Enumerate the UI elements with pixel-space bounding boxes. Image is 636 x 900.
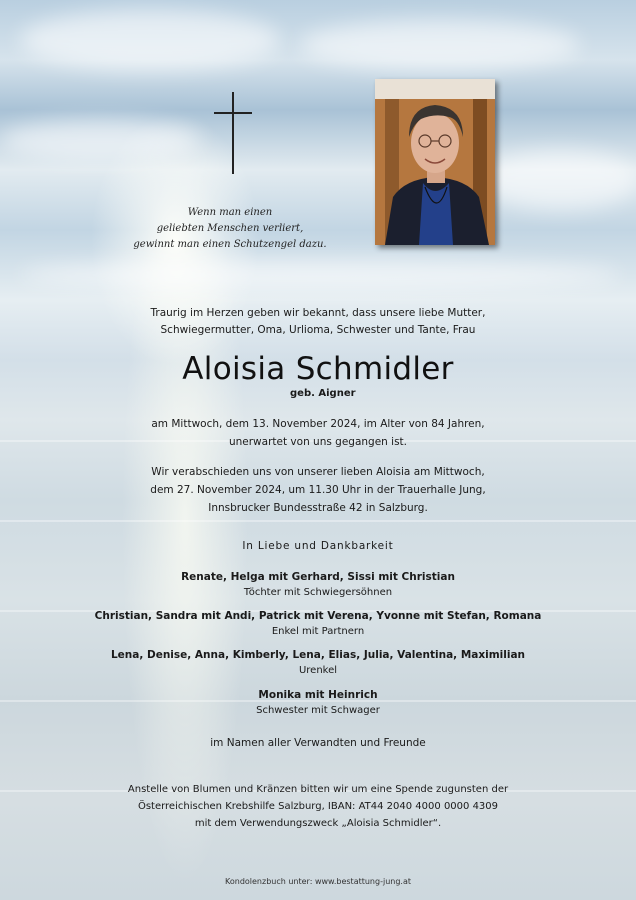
mourner-relation: Schwester mit Schwager (256, 705, 380, 716)
death-notice-line: unerwartet von uns gegangen ist. (228, 436, 408, 448)
sea-reflection (0, 520, 636, 522)
mourner-relation: Töchter mit Schwiegersöhnen (243, 587, 393, 598)
cross-icon (214, 92, 252, 174)
on-behalf-line: im Namen aller Verwandten und Freunde (210, 737, 426, 749)
mourner-group (0, 648, 636, 678)
mourner-group (0, 688, 636, 718)
portrait-illustration (375, 79, 495, 245)
quote-line: gewinnt man einen Schutzengel dazu. (133, 239, 327, 250)
mourner-relation: Enkel mit Partnern (271, 626, 365, 637)
intro-line: Schwiegermutter, Oma, Urlioma, Schwester und Tante, Frau (160, 324, 476, 336)
mourner-relation: Urenkel (298, 665, 338, 676)
donation-line: Anstelle von Blumen und Kränzen bitten wir um eine Spende zugunsten der (127, 784, 509, 795)
funeral-line: Wir verabschieden uns von unserer lieben Aloisia am Mittwoch, (151, 466, 485, 478)
cloud-decoration (20, 10, 280, 70)
quote-line: Wenn man einen (187, 207, 273, 218)
funeral-details (0, 463, 636, 517)
donation-request (0, 781, 636, 832)
mourner-names: Renate, Helga mit Gerhard, Sissi mit Christian (181, 571, 455, 583)
mourner-group (0, 570, 636, 600)
intro-text (0, 305, 636, 339)
funeral-line: dem 27. November 2024, um 11.30 Uhr in der Trauerhalle Jung, (150, 484, 486, 496)
intro-line: Traurig im Herzen geben wir bekannt, dass unsere liebe Mutter, (150, 307, 486, 319)
condolence-book-link[interactable]: Kondolenzbuch unter: www.bestattung-jung.at (225, 877, 411, 886)
gratitude-heading: In Liebe und Dankbarkeit (242, 540, 394, 552)
cloud-decoration (0, 120, 200, 160)
donation-line: Österreichischen Krebshilfe Salzburg, IBAN: AT44 2040 4000 0000 4309 (137, 801, 499, 812)
funeral-line: Innsbrucker Bundesstraße 42 in Salzburg. (208, 502, 428, 514)
cloud-decoration (20, 260, 620, 290)
portrait-photo (375, 79, 495, 245)
quote-line: geliebten Menschen verliert, (156, 223, 304, 234)
cloud-decoration (300, 20, 580, 70)
death-notice-line: am Mittwoch, dem 13. November 2024, im Alter von 84 Jahren, (151, 418, 485, 430)
mourner-group (0, 609, 636, 639)
mourner-names: Christian, Sandra mit Andi, Patrick mit Verena, Yvonne mit Stefan, Romana (94, 610, 542, 622)
memorial-quote (130, 205, 330, 253)
maiden-name: geb. Aigner (290, 388, 356, 399)
deceased-name: Aloisia Schmidler (182, 351, 454, 387)
death-notice (0, 415, 636, 451)
donation-line: mit dem Verwendungszweck „Aloisia Schmidler“. (194, 818, 442, 829)
cloud-decoration (480, 150, 636, 210)
mourner-names: Monika mit Heinrich (258, 689, 378, 701)
mourner-names: Lena, Denise, Anna, Kimberly, Lena, Elias, Julia, Valentina, Maximilian (110, 649, 526, 661)
